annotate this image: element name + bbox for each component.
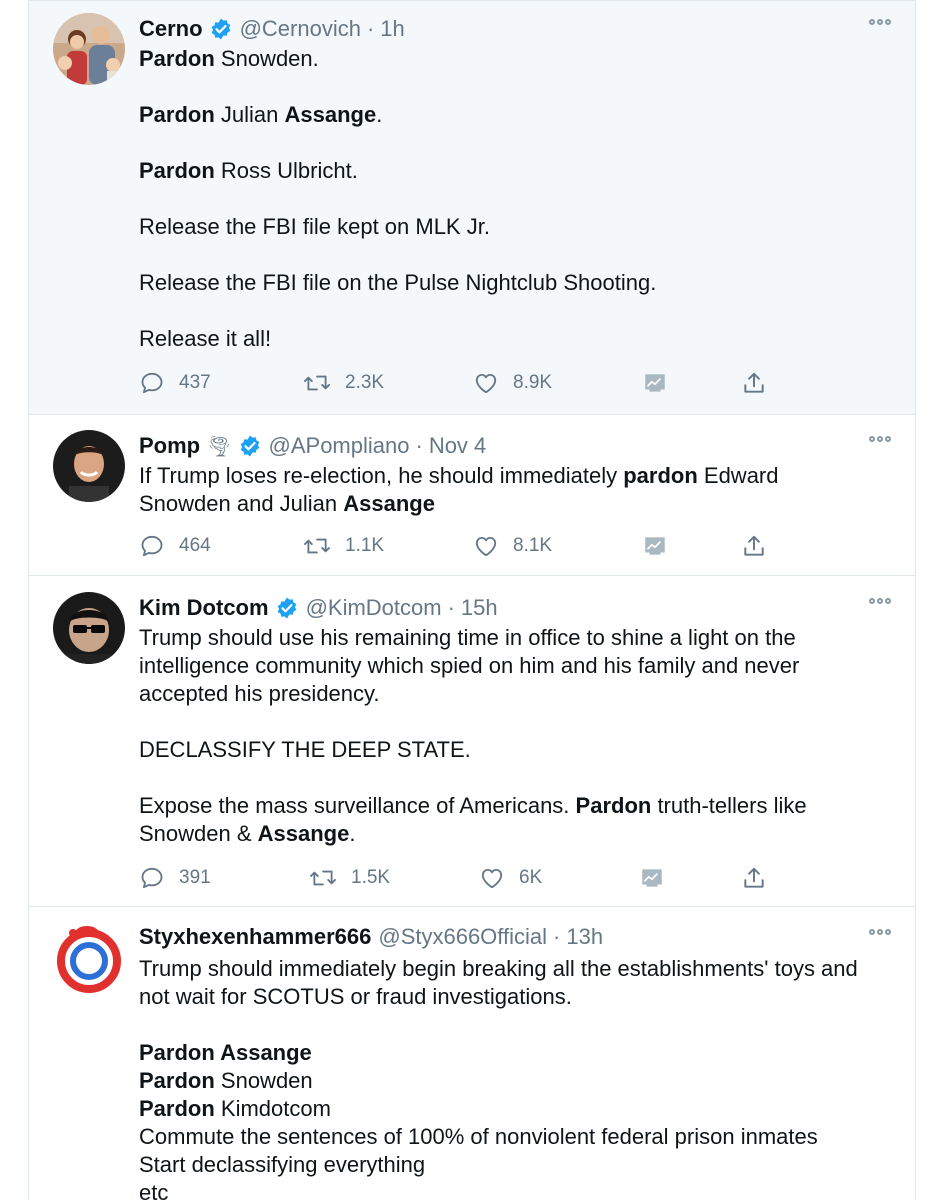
tweet-line bbox=[139, 624, 899, 652]
text-run: intelligence community which spied on him and his family and never bbox=[139, 653, 800, 678]
text-run: Ross Ulbricht. bbox=[214, 158, 358, 183]
like-button[interactable] bbox=[473, 367, 552, 399]
text-run: Release it all! bbox=[139, 326, 272, 351]
like-icon bbox=[479, 865, 505, 891]
tweet-line bbox=[139, 1039, 899, 1067]
reply-count: 391 bbox=[179, 867, 211, 888]
text-run: Snowden bbox=[214, 1068, 313, 1093]
reply-button[interactable] bbox=[139, 530, 211, 562]
tweet-line bbox=[139, 462, 899, 490]
text-run: Release the FBI file on the Pulse Nightclub Shooting. bbox=[139, 270, 657, 295]
text-run: Snowden & bbox=[139, 821, 258, 846]
tweet[interactable] bbox=[29, 907, 915, 1200]
like-count: 8.1K bbox=[513, 535, 553, 556]
share-button[interactable] bbox=[741, 530, 781, 562]
reply-icon bbox=[139, 370, 165, 396]
user-handle[interactable]: @APompliano bbox=[268, 433, 410, 458]
text-run: . bbox=[376, 102, 383, 127]
tweet-line bbox=[139, 185, 899, 213]
tweet-text bbox=[139, 45, 899, 353]
bold-text: Assange bbox=[343, 491, 435, 516]
tweet-actions bbox=[139, 367, 779, 399]
separator-dot: · bbox=[553, 924, 561, 949]
text-run: Kimdotcom bbox=[214, 1096, 331, 1121]
analytics-icon bbox=[642, 370, 668, 396]
text-run: If Trump loses re-election, he should immediately bbox=[139, 463, 624, 488]
like-icon bbox=[473, 370, 499, 396]
tweet-text bbox=[139, 955, 899, 1200]
more-icon[interactable] bbox=[869, 598, 891, 604]
bold-text: pardon bbox=[623, 463, 698, 488]
tweet-line bbox=[139, 680, 899, 708]
timestamp[interactable]: 13h bbox=[566, 924, 604, 949]
share-icon bbox=[741, 533, 767, 559]
reply-count: 437 bbox=[179, 372, 211, 393]
retweet-button[interactable] bbox=[309, 862, 390, 894]
text-run: Commute the sentences of 100% of nonviolent federal prison inmates bbox=[139, 1124, 818, 1149]
tweet-line bbox=[139, 736, 899, 764]
tweet-line bbox=[139, 1151, 899, 1179]
display-name[interactable]: Cerno bbox=[139, 16, 203, 41]
reply-icon bbox=[139, 533, 165, 559]
text-run: Trump should use his remaining time in office to shine a light on the bbox=[139, 625, 796, 650]
share-button[interactable] bbox=[741, 367, 781, 399]
text-run: Snowden. bbox=[214, 46, 319, 71]
tweet-actions bbox=[139, 530, 779, 562]
display-name[interactable]: Pomp bbox=[139, 433, 201, 458]
tweet-line bbox=[139, 1179, 899, 1200]
bold-text: Pardon Assange bbox=[139, 1040, 312, 1065]
tweet-line bbox=[139, 708, 899, 736]
more-icon[interactable] bbox=[869, 19, 891, 25]
text-run: DECLASSIFY THE DEEP STATE. bbox=[139, 737, 471, 762]
tweet-actions bbox=[139, 862, 779, 894]
tweet-line bbox=[139, 269, 899, 297]
retweet-button[interactable] bbox=[303, 530, 384, 562]
tweet-line bbox=[139, 241, 899, 269]
tweet-text bbox=[139, 624, 899, 848]
separator-dot: · bbox=[415, 433, 423, 458]
tweet[interactable] bbox=[29, 576, 915, 907]
text-run: Start declassifying everything bbox=[139, 1152, 426, 1177]
bold-text: Pardon bbox=[575, 793, 652, 818]
like-count: 8.9K bbox=[513, 372, 553, 393]
avatar[interactable] bbox=[53, 592, 125, 664]
bold-text: Pardon bbox=[139, 1096, 215, 1121]
share-button[interactable] bbox=[741, 862, 781, 894]
analytics-icon bbox=[642, 533, 668, 559]
reply-button[interactable] bbox=[139, 367, 211, 399]
user-handle[interactable]: @Styx666Official bbox=[378, 924, 548, 949]
analytics-button[interactable] bbox=[642, 367, 682, 399]
tweet-line bbox=[139, 1123, 899, 1151]
timestamp[interactable]: 15h bbox=[460, 595, 498, 620]
verified-icon bbox=[275, 596, 299, 620]
text-run: Julian bbox=[214, 102, 285, 127]
user-handle[interactable]: @Cernovich bbox=[239, 16, 361, 41]
reply-button[interactable] bbox=[139, 862, 211, 894]
display-name[interactable]: Styxhexenhammer666 bbox=[139, 924, 372, 949]
tweet-line bbox=[139, 792, 899, 820]
tweet-line bbox=[139, 983, 899, 1011]
tweet-line bbox=[139, 1011, 899, 1039]
text-run: Release the FBI file kept on MLK Jr. bbox=[139, 214, 490, 239]
tweet-line bbox=[139, 45, 899, 73]
timestamp[interactable]: Nov 4 bbox=[428, 433, 487, 458]
bold-text: Pardon bbox=[139, 46, 215, 71]
tweet-line bbox=[139, 1095, 899, 1123]
tweet-line bbox=[139, 325, 899, 353]
tweet-line bbox=[139, 129, 899, 157]
retweet-count: 2.3K bbox=[345, 372, 385, 393]
bold-text: Pardon bbox=[139, 1068, 215, 1093]
retweet-icon bbox=[303, 533, 331, 559]
retweet-count: 1.1K bbox=[345, 535, 385, 556]
bold-text: Assange bbox=[257, 821, 350, 846]
retweet-button[interactable] bbox=[303, 367, 384, 399]
tweet[interactable] bbox=[29, 414, 915, 576]
retweet-icon bbox=[303, 370, 331, 396]
like-button[interactable] bbox=[473, 530, 552, 562]
avatar[interactable] bbox=[53, 923, 125, 995]
verified-icon bbox=[238, 434, 262, 458]
text-run: accepted his presidency. bbox=[139, 681, 380, 706]
retweet-count: 1.5K bbox=[351, 867, 391, 888]
text-run: etc bbox=[139, 1180, 169, 1200]
analytics-button[interactable] bbox=[639, 862, 679, 894]
text-run: truth-tellers like bbox=[651, 793, 807, 818]
tweet-line bbox=[139, 490, 899, 518]
tweet[interactable] bbox=[29, 0, 915, 415]
display-name[interactable]: Kim Dotcom bbox=[139, 595, 269, 620]
timeline-feed bbox=[28, 0, 916, 1200]
separator-dot: · bbox=[366, 16, 375, 41]
avatar[interactable] bbox=[53, 430, 125, 502]
more-icon[interactable] bbox=[869, 929, 891, 935]
like-icon bbox=[473, 533, 499, 559]
separator-dot: · bbox=[447, 595, 455, 620]
more-icon[interactable] bbox=[869, 436, 891, 442]
text-run: . bbox=[349, 821, 356, 846]
tweet-line bbox=[139, 73, 899, 101]
retweet-icon bbox=[309, 865, 337, 891]
text-run: not wait for SCOTUS or fraud investigations. bbox=[139, 984, 572, 1009]
verified-icon bbox=[209, 17, 233, 41]
tweet-line bbox=[139, 652, 899, 680]
tweet-line bbox=[139, 297, 899, 325]
tornado-icon: 🌪 bbox=[206, 435, 232, 458]
tweet-line bbox=[139, 1067, 899, 1095]
timestamp[interactable]: 1h bbox=[380, 16, 405, 41]
analytics-icon bbox=[639, 865, 665, 891]
like-button[interactable] bbox=[479, 862, 542, 894]
like-count: 6K bbox=[519, 867, 543, 888]
text-run: Snowden and Julian bbox=[139, 491, 344, 516]
analytics-button[interactable] bbox=[642, 530, 682, 562]
share-icon bbox=[741, 370, 767, 396]
bold-text: Pardon bbox=[139, 102, 215, 127]
user-handle[interactable]: @KimDotcom bbox=[305, 595, 442, 620]
avatar[interactable] bbox=[53, 13, 125, 85]
tweet-line bbox=[139, 157, 899, 185]
text-run: Edward bbox=[697, 463, 779, 488]
text-run: Trump should immediately begin breaking all the establishments' toys and bbox=[139, 956, 858, 981]
tweet-line bbox=[139, 213, 899, 241]
text-run: Expose the mass surveillance of Americans. bbox=[139, 793, 576, 818]
bold-text: Pardon bbox=[139, 158, 215, 183]
share-icon bbox=[741, 865, 767, 891]
tweet-line bbox=[139, 764, 899, 792]
tweet-text bbox=[139, 462, 899, 518]
tweet-line bbox=[139, 820, 899, 848]
tweet-line bbox=[139, 955, 899, 983]
bold-text: Assange bbox=[284, 102, 377, 127]
tweet-line bbox=[139, 101, 899, 129]
reply-icon bbox=[139, 865, 165, 891]
reply-count: 464 bbox=[179, 535, 211, 556]
